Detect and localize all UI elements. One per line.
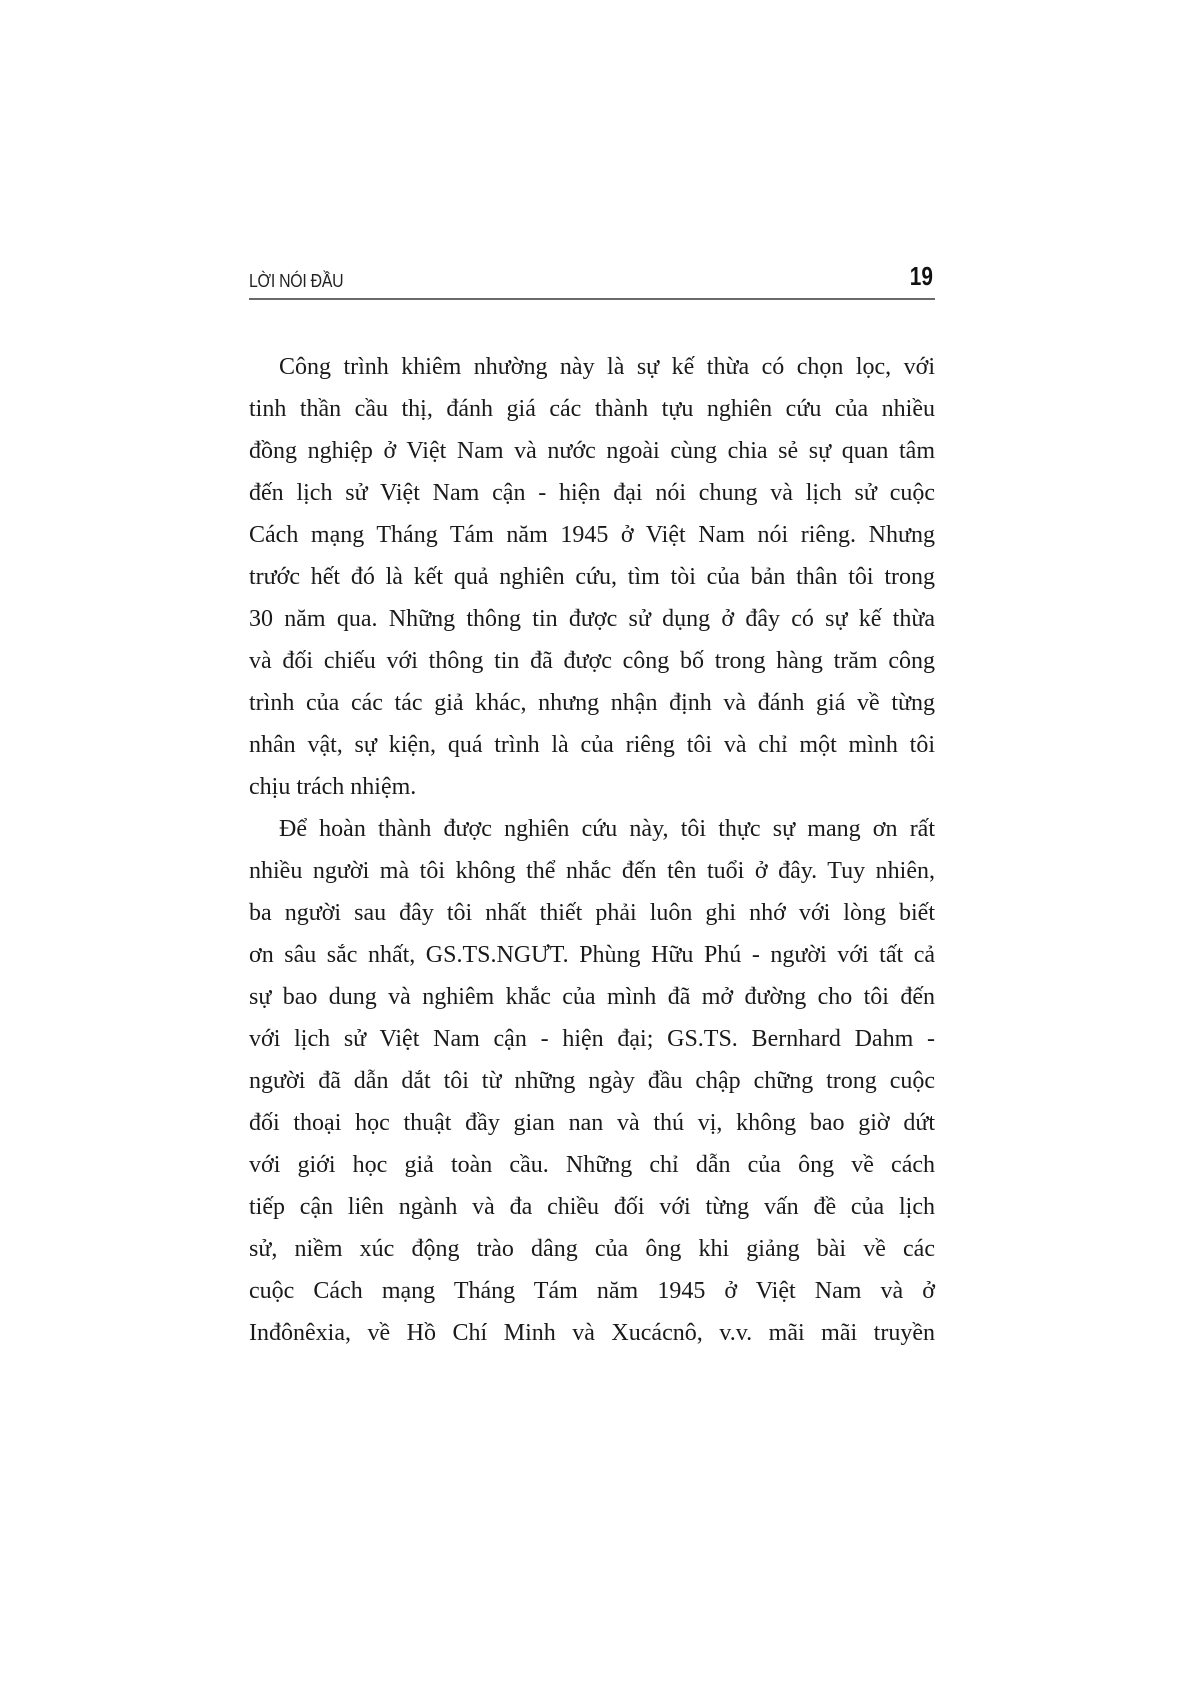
text-line: nhiều người mà tôi không thể nhắc đến tên tuổi ở đây. Tuy nhiên, [249,858,935,884]
text-line: chịu trách nhiệm. [249,774,417,800]
paragraph-2 [249,808,935,1354]
page-header [249,261,935,300]
text-line: Công trình khiêm nhường này là sự kế thừa có chọn lọc, với [279,354,935,380]
text-line: Inđônêxia, về Hồ Chí Minh và Xucácnô, v.v. mãi mãi truyền [249,1320,935,1346]
running-title: LỜI NÓI ĐẦU [249,271,344,291]
text-line: cuộc Cách mạng Tháng Tám năm 1945 ở Việt Nam và ở [249,1278,935,1304]
text-line: với giới học giả toàn cầu. Những chỉ dẫn của ông về cách [249,1152,935,1178]
text-line: Để hoàn thành được nghiên cứu này, tôi thực sự mang ơn rất [279,816,935,842]
page-number: 19 [909,261,933,291]
paragraph-1 [249,346,935,808]
body-text [249,346,935,1354]
text-line: đối thoại học thuật đầy gian nan và thú vị, không bao giờ dứt [249,1110,935,1136]
text-line: trình của các tác giả khác, nhưng nhận định và đánh giá về từng [249,690,935,716]
text-line: sự bao dung và nghiêm khắc của mình đã mở đường cho tôi đến [249,984,935,1010]
text-line: và đối chiếu với thông tin đã được công bố trong hàng trăm công [249,648,935,674]
text-line: ba người sau đây tôi nhất thiết phải luôn ghi nhớ với lòng biết [249,900,935,926]
text-line: tinh thần cầu thị, đánh giá các thành tựu nghiên cứu của nhiều [249,396,935,422]
text-line: đồng nghiệp ở Việt Nam và nước ngoài cùng chia sẻ sự quan tâm [249,438,935,464]
text-line: tiếp cận liên ngành và đa chiều đối với từng vấn đề của lịch [249,1194,935,1220]
text-line: trước hết đó là kết quả nghiên cứu, tìm tòi của bản thân tôi trong [249,564,935,590]
text-line: sử, niềm xúc động trào dâng của ông khi giảng bài về các [249,1236,935,1262]
text-line: với lịch sử Việt Nam cận - hiện đại; GS.TS. Bernhard Dahm - [249,1026,935,1052]
text-line: ơn sâu sắc nhất, GS.TS.NGƯT. Phùng Hữu Phú - người với tất cả [249,942,935,968]
text-line: 30 năm qua. Những thông tin được sử dụng ở đây có sự kế thừa [249,606,935,632]
text-line: nhân vật, sự kiện, quá trình là của riêng tôi và chỉ một mình tôi [249,732,935,758]
text-line: người đã dẫn dắt tôi từ những ngày đầu chập chững trong cuộc [249,1068,935,1094]
text-line: đến lịch sử Việt Nam cận - hiện đại nói chung và lịch sử cuộc [249,480,935,506]
text-line: Cách mạng Tháng Tám năm 1945 ở Việt Nam nói riêng. Nhưng [249,522,935,548]
